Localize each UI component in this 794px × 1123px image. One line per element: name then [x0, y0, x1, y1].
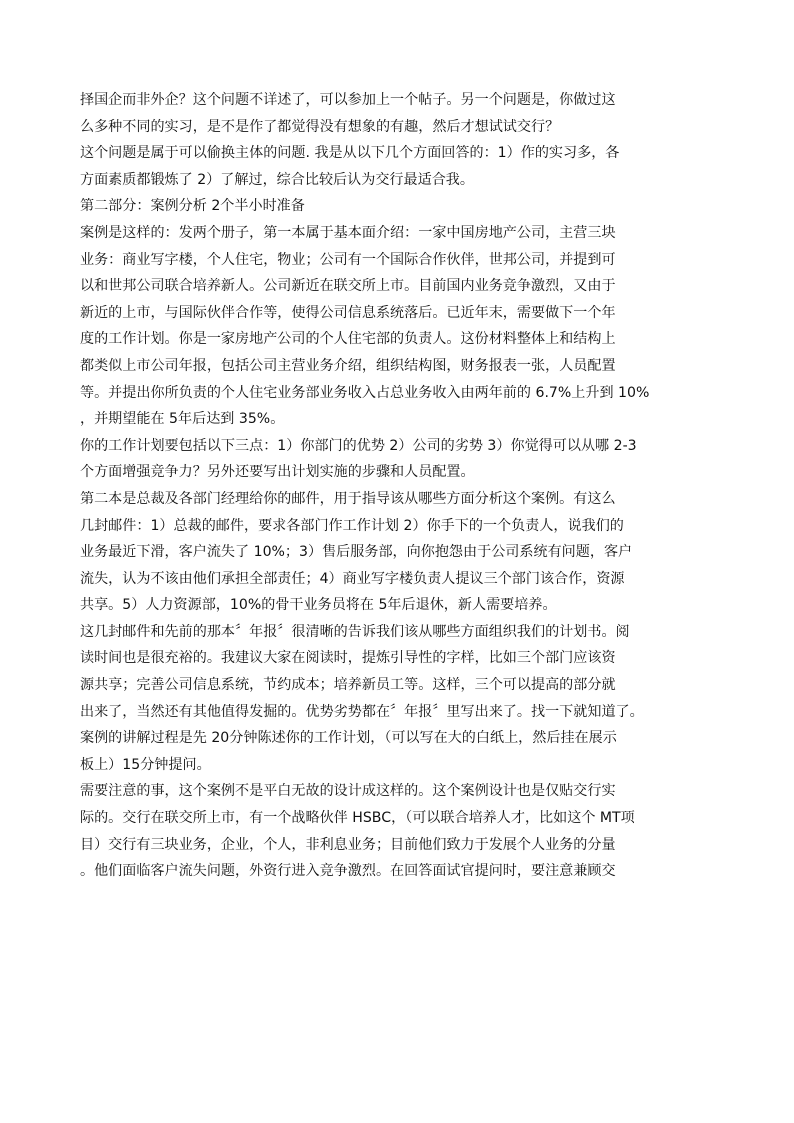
text-line: 都类似上市公司年报，包括公司主营业务介绍，组织结构图，财务报表一张，人员配置 — [80, 357, 616, 374]
text-line: 几封邮件：1）总裁的邮件，要求各部门作工作计划 2）你手下的一个负责人，说我们的 — [80, 517, 624, 534]
text-line: 这几封邮件和先前的那本〞年报〞很清晰的告诉我们该从哪些方面组织我们的计划书。阅 — [80, 623, 630, 640]
text-line: 方面素质都锻炼了 2）了解过，综合比较后认为交行最适合我。 — [80, 171, 474, 188]
text-line: 第二部分：案例分析 2个半小时准备 — [80, 198, 305, 215]
text-line: 际的。交行在联交所上市，有一个战略伙伴 HSBC，（可以联合培养人才，比如这个 MT项 — [80, 810, 635, 827]
text-line: 第二本是总裁及各部门经理给你的邮件，用于指导该从哪些方面分析这个案例。有这么 — [80, 490, 616, 507]
text-line: 流失，认为不该由他们承担全部责任；4）商业写字楼负责人提议三个部门该合作，资源 — [80, 570, 625, 587]
text-line: 目）交行有三块业务，企业，个人，非利息业务；目前他们致力于发展个人业务的分量 — [80, 836, 616, 853]
text-line: ，并期望能在 5年后达到 35%。 — [80, 411, 285, 428]
text-line: 这个问题是属于可以偷换主体的问题. 我是从以下几个方面回答的：1）作的实习多，各 — [80, 145, 620, 162]
text-line: 新近的上市，与国际伙伴合作等，使得公司信息系统落后。已近年末，需要做下一个年 — [80, 304, 616, 321]
text-line: 。他们面临客户流失问题，外资行进入竞争激烈。在回答面试官提问时，要注意兼顾交 — [80, 863, 616, 880]
text-line: 出来了，当然还有其他值得发掘的。优势劣势都在〞年报〞里写出来了。找一下就知道了。 — [80, 703, 644, 720]
text-line: 以和世邦公司联合培养新人。公司新近在联交所上市。目前国内业务竞争激烈，又由于 — [80, 278, 616, 295]
text-line: 你的工作计划要包括以下三点：1）你部门的优势 2）公司的劣势 3）你觉得可以从哪 2-3 — [80, 437, 637, 454]
text-line: 业务最近下滑，客户流失了 10%；3）售后服务部，向你抱怨由于公司系统有问题，客户 — [80, 544, 633, 561]
text-line: 择国企而非外企？这个问题不详述了，可以参加上一个帖子。另一个问题是，你做过这 — [80, 92, 616, 108]
text-line: 度的工作计划。你是一家房地产公司的个人住宅部的负责人。这份材料整体上和结构上 — [80, 331, 616, 348]
text-line: 么多种不同的实习，是不是作了都觉得没有想象的有趣，然后才想试试交行？ — [80, 118, 560, 135]
text-line: 需要注意的事，这个案例不是平白无故的设计成这样的。这个案例设计也是仅贴交行实 — [80, 783, 616, 800]
text-line: 共享。5）人力资源部，10%的骨干业务员将在 5年后退休，新人需要培养。 — [80, 597, 557, 614]
text-line: 业务：商业写字楼，个人住宅，物业；公司有一个国际合作伙伴，世邦公司，并提到可 — [80, 251, 616, 268]
text-line: 案例的讲解过程是先 20分钟陈述你的工作计划，（可以写在大的白纸上，然后挂在展示 — [80, 730, 617, 747]
document-body — [80, 87, 716, 885]
text-line: 个方面增强竞争力？另外还要写出计划实施的步骤和人员配置。 — [80, 464, 475, 481]
text-line: 读时间也是很充裕的。我建议大家在阅读时，提炼引导性的字样，比如三个部门应该资 — [80, 650, 616, 667]
text-line: 案例是这样的：发两个册子，第一本属于基本面介绍：一家中国房地产公司，主营三块 — [80, 224, 616, 241]
text-line: 源共享；完善公司信息系统，节约成本；培养新员工等。这样，三个可以提高的部分就 — [80, 677, 616, 694]
text-line: 板上）15分钟提问。 — [80, 756, 211, 773]
text-line: 等。并提出你所负责的个人住宅业务部业务收入占总业务收入由两年前的 6.7%上升到 10% — [80, 384, 650, 401]
